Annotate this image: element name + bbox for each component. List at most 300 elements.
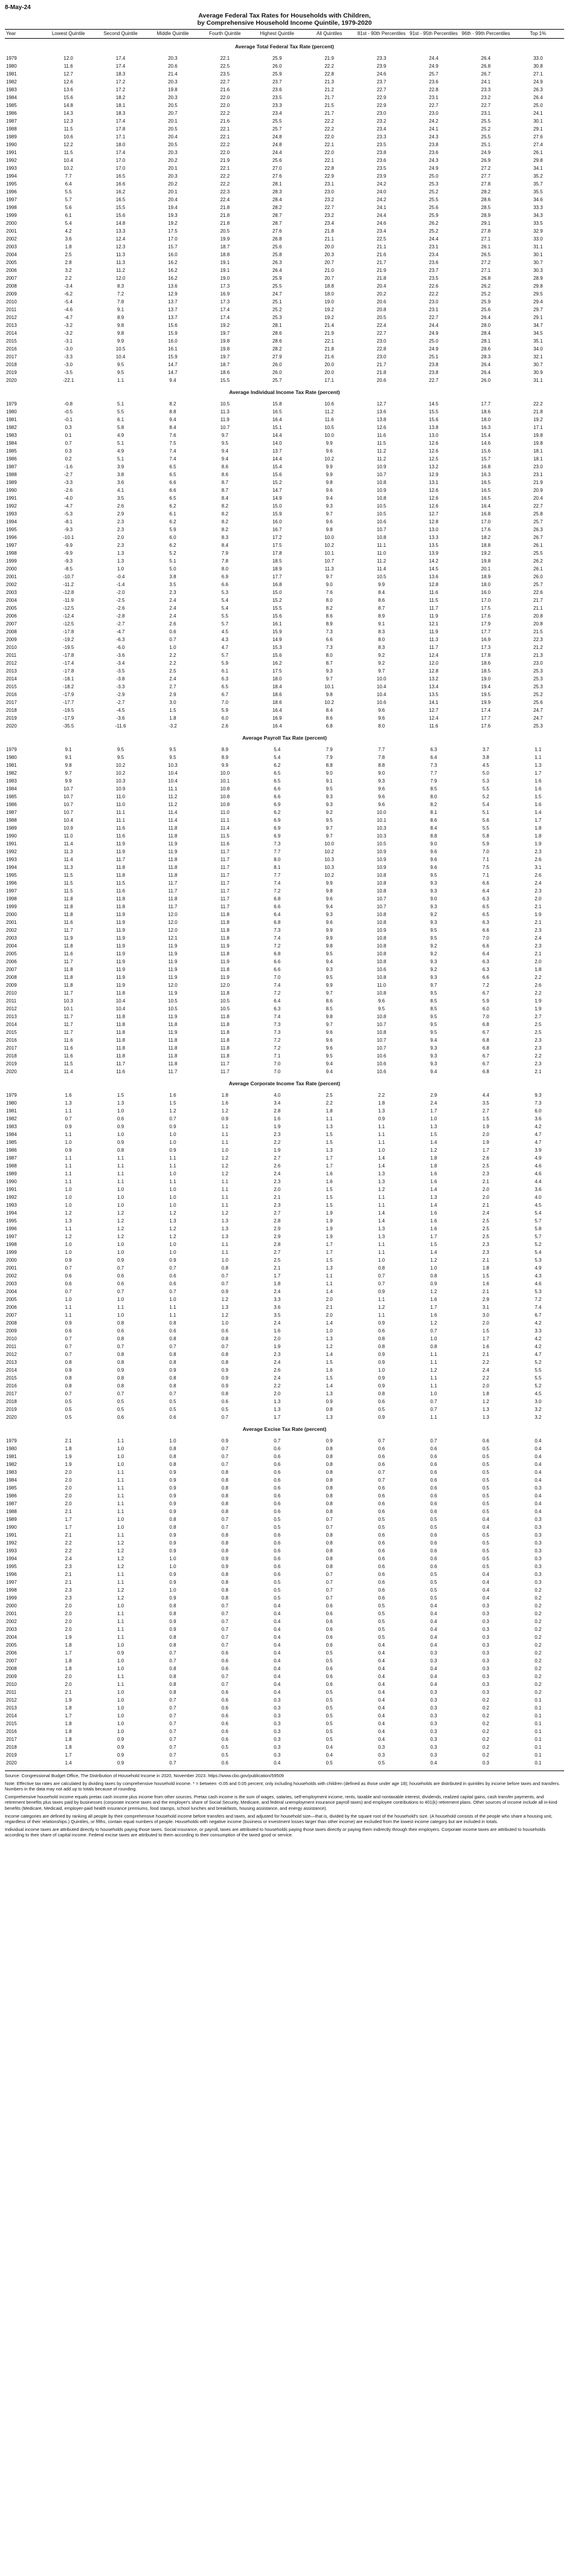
rate-cell: -6.0 xyxy=(116,645,125,650)
rate-cell: 11.8 xyxy=(168,896,178,902)
rate-cell: 25.5 xyxy=(272,283,282,289)
rate-cell: 1.8 xyxy=(65,1658,72,1664)
rate-cell: 2.4 xyxy=(482,1367,489,1373)
year-cell: 2000 xyxy=(6,1603,17,1609)
rate-cell: 2.2 xyxy=(378,1093,385,1098)
rate-cell: 25.3 xyxy=(533,684,543,689)
rate-cell: 0.2 xyxy=(535,1674,542,1679)
rate-cell: 0.4 xyxy=(274,1650,281,1656)
rate-cell: 0.8 xyxy=(430,1273,437,1279)
rate-cell: 8.6 xyxy=(221,464,228,470)
rate-cell: 0.4 xyxy=(378,1737,385,1742)
rate-cell: 24.7 xyxy=(272,291,282,297)
rate-cell: 10.3 xyxy=(376,833,387,839)
rate-cell: 11.6 xyxy=(63,951,73,957)
rate-cell: 23.3 xyxy=(272,103,282,108)
rate-cell: 28.6 xyxy=(481,346,491,352)
year-cell: 1987 xyxy=(6,118,17,124)
table-row xyxy=(5,628,564,636)
rate-cell: 0.3 xyxy=(430,1752,437,1758)
rate-cell: 0.6 xyxy=(378,1587,385,1593)
rate-cell: 11.1 xyxy=(168,786,178,792)
rate-cell: 22.8 xyxy=(324,71,334,77)
rate-cell: 1.4 xyxy=(430,1202,437,1208)
rate-cell: 10.5 xyxy=(376,511,387,517)
rate-cell: 11.7 xyxy=(220,865,230,870)
rate-cell: 0.7 xyxy=(221,1611,228,1616)
rate-cell: -10.7 xyxy=(63,574,74,579)
rate-cell: 0.5 xyxy=(482,1470,489,1475)
rate-cell: 18.8 xyxy=(324,283,334,289)
table-row xyxy=(5,518,564,526)
rate-cell: 1.0 xyxy=(221,1320,228,1326)
rate-cell: 10.3 xyxy=(324,857,334,862)
rate-cell: 6.6 xyxy=(221,582,228,587)
rate-cell: 29.4 xyxy=(533,299,543,305)
year-cell: 1988 xyxy=(6,1163,17,1169)
rate-cell: 0.5 xyxy=(65,1399,72,1404)
rate-cell: 0.9 xyxy=(117,1367,124,1373)
rate-cell: 12.0 xyxy=(168,983,178,988)
rate-cell: 0.7 xyxy=(169,1737,176,1742)
table-header-row xyxy=(5,30,564,39)
rate-cell: 11.1 xyxy=(220,818,230,823)
year-cell: 2005 xyxy=(6,605,17,611)
rate-cell: 17.0 xyxy=(115,158,126,163)
year-cell: 1996 xyxy=(6,1572,17,1577)
rate-cell: 25.3 xyxy=(533,676,543,682)
rate-cell: 1.0 xyxy=(169,1202,176,1208)
rate-cell: 11.0 xyxy=(63,833,73,839)
year-cell: 1997 xyxy=(6,1580,17,1585)
rate-cell: 22.1 xyxy=(324,158,334,163)
table-row xyxy=(5,204,564,211)
rate-cell: 8.3 xyxy=(378,645,385,650)
rate-cell: 3.1 xyxy=(482,1305,489,1310)
rate-cell: 25.2 xyxy=(533,692,543,697)
rate-cell: 0.2 xyxy=(535,1611,542,1616)
rate-cell: 0.8 xyxy=(169,1454,176,1459)
rate-cell: 11.6 xyxy=(220,841,230,847)
rate-cell: 11.9 xyxy=(429,629,439,634)
rate-cell: 10.7 xyxy=(376,1045,387,1051)
year-cell: 1993 xyxy=(6,1202,17,1208)
rate-cell: 0.9 xyxy=(221,1556,228,1561)
rate-cell: 1.5 xyxy=(326,1195,333,1200)
rate-cell: 0.5 xyxy=(326,1705,333,1711)
rate-cell: 1.0 xyxy=(65,1187,72,1192)
rate-cell: 2.3 xyxy=(535,1045,542,1051)
year-cell: 2011 xyxy=(6,998,17,1004)
rate-cell: 4.1 xyxy=(117,488,124,493)
rate-cell: 0.1 xyxy=(535,1713,542,1719)
rate-cell: 9.5 xyxy=(326,951,333,957)
rate-cell: 11.7 xyxy=(168,880,178,886)
rate-cell: 1.6 xyxy=(326,1171,333,1177)
rate-cell: 1.7 xyxy=(535,770,542,776)
rate-cell: 19.0 xyxy=(481,676,491,682)
rate-cell: 11.8 xyxy=(220,1022,230,1027)
rate-cell: -3.3 xyxy=(64,480,73,485)
rate-cell: 7.3 xyxy=(274,841,281,847)
rate-cell: 0.4 xyxy=(274,1611,281,1616)
rate-cell: 1.9 xyxy=(535,1006,542,1012)
rate-cell: 0.3 xyxy=(535,1517,542,1522)
rate-cell: 11.2 xyxy=(168,802,178,807)
rate-cell: 1.1 xyxy=(221,1179,228,1184)
table-row xyxy=(5,251,564,259)
rate-cell: 1.6 xyxy=(326,1367,333,1373)
rate-cell: 5.7 xyxy=(221,653,228,658)
rate-cell: 0.4 xyxy=(430,1760,437,1766)
year-cell: 2016 xyxy=(6,1383,17,1389)
year-cell: 2009 xyxy=(6,637,17,642)
table-row xyxy=(5,612,564,620)
rate-cell: 10.9 xyxy=(376,464,387,470)
table-row xyxy=(5,86,564,94)
rate-cell: 18.6 xyxy=(220,370,230,375)
rate-cell: 11.9 xyxy=(116,967,126,972)
rate-cell: 14.7 xyxy=(272,488,282,493)
rate-cell: 27.1 xyxy=(481,268,491,273)
rate-cell: 0.7 xyxy=(221,1619,228,1624)
rate-cell: 10.4 xyxy=(168,778,178,784)
year-cell: 2004 xyxy=(6,252,17,257)
rate-cell: 2.8 xyxy=(65,260,72,265)
rate-cell: -11.6 xyxy=(115,723,126,729)
rate-cell: 1.8 xyxy=(482,1391,489,1396)
table-row xyxy=(5,1665,564,1673)
rate-cell: 11.6 xyxy=(116,888,126,894)
rate-cell: 23.2 xyxy=(324,197,334,202)
rate-cell: 23.8 xyxy=(376,150,387,155)
rate-cell: 2.1 xyxy=(65,1580,72,1585)
rate-cell: 16.9 xyxy=(272,715,282,721)
rate-cell: 0.6 xyxy=(221,1729,228,1734)
rate-cell: 0.3 xyxy=(430,1650,437,1656)
rate-cell: 0.7 xyxy=(326,1587,333,1593)
rate-cell: 0.4 xyxy=(378,1705,385,1711)
rate-cell: 1.2 xyxy=(430,1257,437,1263)
rate-cell: 10.8 xyxy=(376,535,387,540)
rate-cell: 2.4 xyxy=(274,1360,281,1365)
rate-cell: 0.7 xyxy=(169,1713,176,1719)
rate-cell: 1.7 xyxy=(65,1650,72,1656)
rate-cell: 0.7 xyxy=(221,1525,228,1530)
rate-cell: 3.6 xyxy=(65,236,72,242)
rate-cell: 34.0 xyxy=(533,346,543,352)
year-cell: 1985 xyxy=(6,103,17,108)
rate-cell: 1.1 xyxy=(117,1627,124,1632)
table-row xyxy=(5,918,564,926)
rate-cell: 11.9 xyxy=(168,990,178,996)
rate-cell: 0.6 xyxy=(274,1501,281,1506)
rate-cell: 2.3 xyxy=(65,1587,72,1593)
rate-cell: 5.4 xyxy=(274,755,281,760)
rate-cell: 0.8 xyxy=(221,1485,228,1491)
rate-cell: 7.2 xyxy=(274,990,281,996)
year-cell: 1979 xyxy=(6,56,17,61)
rate-cell: 10.5 xyxy=(376,574,387,579)
rate-cell: -6.3 xyxy=(116,637,125,642)
rate-cell: 11.5 xyxy=(63,126,73,132)
rate-cell: 26.8 xyxy=(272,236,282,242)
rate-cell: 8.4 xyxy=(326,708,333,713)
rate-cell: 15.6 xyxy=(63,95,73,100)
rate-cell: 11.5 xyxy=(63,150,73,155)
rate-cell: 3.3 xyxy=(535,1328,542,1334)
rate-cell: 1.1 xyxy=(117,1611,124,1616)
table-row xyxy=(5,557,564,565)
rate-cell: 3.1 xyxy=(535,865,542,870)
year-cell: 1995 xyxy=(6,873,17,878)
rate-cell: 26.4 xyxy=(533,95,543,100)
rate-cell: 1.1 xyxy=(378,1250,385,1255)
year-cell: 1988 xyxy=(6,126,17,132)
rate-cell: 0.9 xyxy=(221,1383,228,1389)
rate-cell: 2.0 xyxy=(482,1320,489,1326)
rate-cell: 0.3 xyxy=(274,1752,281,1758)
rate-cell: 11.9 xyxy=(168,943,178,949)
table-row xyxy=(5,581,564,589)
rate-cell: 10.8 xyxy=(376,888,387,894)
rate-cell: 21.7 xyxy=(324,111,334,116)
rate-cell: 9.6 xyxy=(326,1038,333,1043)
rate-cell: 0.3 xyxy=(378,1745,385,1750)
table-row xyxy=(5,282,564,290)
rate-cell: 0.4 xyxy=(378,1642,385,1648)
rate-cell: 0.9 xyxy=(169,1501,176,1506)
year-cell: 2020 xyxy=(6,1069,17,1074)
rate-cell: 9.6 xyxy=(326,519,333,525)
rate-cell: 19.7 xyxy=(220,354,230,360)
rate-cell: 10.1 xyxy=(324,550,334,556)
year-cell: 1989 xyxy=(6,1517,17,1522)
rate-cell: 11.7 xyxy=(220,849,230,854)
rate-cell: 1.4 xyxy=(430,1250,437,1255)
rate-cell: 25.3 xyxy=(533,668,543,674)
rate-cell: 6.7 xyxy=(482,990,489,996)
rate-cell: 6.5 xyxy=(274,778,281,784)
rate-cell: 0.4 xyxy=(378,1721,385,1726)
rate-cell: 8.2 xyxy=(326,605,333,611)
rate-cell: 16.3 xyxy=(481,425,491,430)
rate-cell: 9.2 xyxy=(430,943,437,949)
rate-cell: 1.7 xyxy=(274,1273,281,1279)
table-row xyxy=(5,636,564,644)
year-cell: 1979 xyxy=(6,1093,17,1098)
rate-cell: 11.8 xyxy=(220,935,230,941)
year-cell: 2004 xyxy=(6,1289,17,1294)
rate-cell: 11.5 xyxy=(377,441,387,446)
table-row xyxy=(5,1256,564,1264)
rate-cell: 2.1 xyxy=(535,951,542,957)
rate-cell: 23.1 xyxy=(481,111,491,116)
rate-cell: -9.3 xyxy=(64,527,73,532)
rate-cell: 7.5 xyxy=(482,865,489,870)
rate-cell: 0.2 xyxy=(535,1619,542,1624)
rate-cell: 2.9 xyxy=(274,1234,281,1239)
rate-cell: 16.1 xyxy=(168,346,178,352)
rate-cell: 11.2 xyxy=(168,794,178,799)
rate-cell: 21.6 xyxy=(220,87,230,92)
rate-cell: 11.1 xyxy=(116,810,126,815)
rate-cell: 1.5 xyxy=(430,1132,437,1137)
rate-cell: 11.9 xyxy=(429,613,439,619)
rate-cell: 10.0 xyxy=(376,676,387,682)
rate-cell: 20.5 xyxy=(168,142,178,147)
section-header-row xyxy=(5,1076,564,1091)
rate-cell: 3.0 xyxy=(169,700,176,705)
year-cell: 2014 xyxy=(6,1713,17,1719)
rate-cell: 11.9 xyxy=(220,975,230,980)
rate-cell: 22.2 xyxy=(220,111,230,116)
rate-cell: 1.0 xyxy=(117,1108,124,1114)
rate-cell: 0.8 xyxy=(221,1477,228,1483)
rate-cell: 9.7 xyxy=(326,825,333,831)
table-row xyxy=(5,1688,564,1696)
rate-cell: 0.7 xyxy=(169,1760,176,1766)
rate-cell: 18.0 xyxy=(481,417,491,422)
rate-cell: 22.7 xyxy=(429,315,439,320)
rate-cell: 0.4 xyxy=(430,1619,437,1624)
year-cell: 2011 xyxy=(6,1690,17,1695)
rate-cell: 23.7 xyxy=(376,79,387,85)
rate-cell: 22.7 xyxy=(429,103,439,108)
year-cell: 2008 xyxy=(6,629,17,634)
rate-cell: 20.9 xyxy=(533,488,543,493)
rate-cell: 5.8 xyxy=(535,1226,542,1232)
rate-cell: 0.6 xyxy=(430,1485,437,1491)
rate-cell: 8.2 xyxy=(221,519,228,525)
rate-cell: 2.7 xyxy=(482,1108,489,1114)
rate-cell: 1.2 xyxy=(482,1399,489,1404)
rate-cell: 21.8 xyxy=(220,205,230,210)
table-row xyxy=(5,1539,564,1547)
rate-cell: 4.9 xyxy=(117,448,124,454)
rate-cell: 5.3 xyxy=(535,1289,542,1294)
rate-cell: 1.5 xyxy=(482,1116,489,1122)
year-cell: 1991 xyxy=(6,1532,17,1538)
rate-cell: 0.6 xyxy=(326,1627,333,1632)
table-row xyxy=(5,1264,564,1272)
rate-cell: 0.3 xyxy=(482,1611,489,1616)
table-row xyxy=(5,227,564,235)
rate-cell: 4.0 xyxy=(535,1195,542,1200)
rate-cell: 21.8 xyxy=(324,346,334,352)
rate-cell: 24.2 xyxy=(376,181,387,187)
year-cell: 1996 xyxy=(6,189,17,195)
rate-cell: 11.8 xyxy=(168,833,178,839)
rate-cell: 1.0 xyxy=(169,1242,176,1247)
rate-cell: 17.4 xyxy=(115,56,126,61)
rate-cell: 1.1 xyxy=(65,1226,72,1232)
rate-cell: 11.8 xyxy=(220,990,230,996)
rate-cell: 2.3 xyxy=(535,888,542,894)
rate-cell: 0.9 xyxy=(169,1572,176,1577)
year-cell: 1998 xyxy=(6,550,17,556)
year-cell: 2006 xyxy=(6,268,17,273)
rate-cell: 21.8 xyxy=(324,228,334,234)
rate-cell: 21.3 xyxy=(324,79,334,85)
rate-cell: 0.6 xyxy=(430,1548,437,1554)
rate-cell: 7.9 xyxy=(326,755,333,760)
table-row xyxy=(5,926,564,934)
rate-cell: 12.6 xyxy=(429,448,439,454)
rate-cell: 0.3 xyxy=(535,1548,542,1554)
rate-cell: 11.1 xyxy=(116,818,126,823)
rate-cell: 0.4 xyxy=(274,1642,281,1648)
rate-cell: 0.7 xyxy=(65,1336,72,1341)
table-row xyxy=(5,714,564,722)
rate-cell: 0.4 xyxy=(378,1674,385,1679)
rate-cell: 7.0 xyxy=(274,1061,281,1067)
table-row xyxy=(5,361,564,369)
rate-cell: 2.3 xyxy=(274,1352,281,1357)
table-row xyxy=(5,895,564,903)
rate-cell: 9.6 xyxy=(378,786,385,792)
rate-cell: 0.8 xyxy=(169,1462,176,1467)
rate-cell: 1.2 xyxy=(430,1367,437,1373)
rate-cell: 1.3 xyxy=(117,1100,124,1106)
rate-cell: 10.1 xyxy=(63,1006,73,1012)
rate-cell: 0.5 xyxy=(274,1517,281,1522)
table-row xyxy=(5,1005,564,1013)
rate-cell: -4.0 xyxy=(64,496,73,501)
year-cell: 1982 xyxy=(6,425,17,430)
rate-cell: 2.0 xyxy=(482,1383,489,1389)
rate-cell: 31.1 xyxy=(533,378,543,383)
table-row xyxy=(5,1296,564,1303)
table-row xyxy=(5,408,564,416)
table-row xyxy=(5,958,564,966)
rate-cell: 1.7 xyxy=(482,1336,489,1341)
rate-cell: 12.7 xyxy=(429,511,439,517)
rate-cell: 11.7 xyxy=(168,1069,178,1074)
rate-cell: 3.6 xyxy=(117,480,124,485)
table-row xyxy=(5,1500,564,1508)
rate-cell: 5.2 xyxy=(535,1383,542,1389)
rate-cell: 9.7 xyxy=(326,1022,333,1027)
rate-cell: 12.6 xyxy=(63,79,73,85)
rate-cell: 0.9 xyxy=(378,1375,385,1381)
rate-cell: 0.9 xyxy=(169,1367,176,1373)
rate-cell: 21.9 xyxy=(220,158,230,163)
rate-cell: 22.1 xyxy=(220,126,230,132)
rate-cell: 0.7 xyxy=(326,1525,333,1530)
rate-cell: 1.7 xyxy=(535,818,542,823)
rate-cell: 0.7 xyxy=(221,1273,228,1279)
rate-cell: 25.6 xyxy=(272,244,282,250)
year-cell: 2020 xyxy=(6,378,17,383)
rate-cell: 0.5 xyxy=(274,1587,281,1593)
rate-cell: 20.6 xyxy=(168,63,178,69)
table-row xyxy=(5,1712,564,1720)
rate-cell: 9.3 xyxy=(326,794,333,799)
rate-cell: 10.8 xyxy=(376,943,387,949)
rate-cell: 6.3 xyxy=(430,747,437,752)
rate-cell: 1.0 xyxy=(117,1132,124,1137)
rate-cell: 0.5 xyxy=(326,1737,333,1742)
rate-cell: 2.6 xyxy=(274,1367,281,1373)
rate-cell: 0.5 xyxy=(274,1525,281,1530)
rate-cell: 0.6 xyxy=(378,1446,385,1451)
rate-cell: 11.5 xyxy=(63,880,73,886)
rate-cell: 10.8 xyxy=(376,480,387,485)
column-header-81-90-percentiles: 81st - 90th Percentiles xyxy=(355,30,407,39)
rate-cell: 19.8 xyxy=(168,87,178,92)
rate-cell: 7.7 xyxy=(430,770,437,776)
